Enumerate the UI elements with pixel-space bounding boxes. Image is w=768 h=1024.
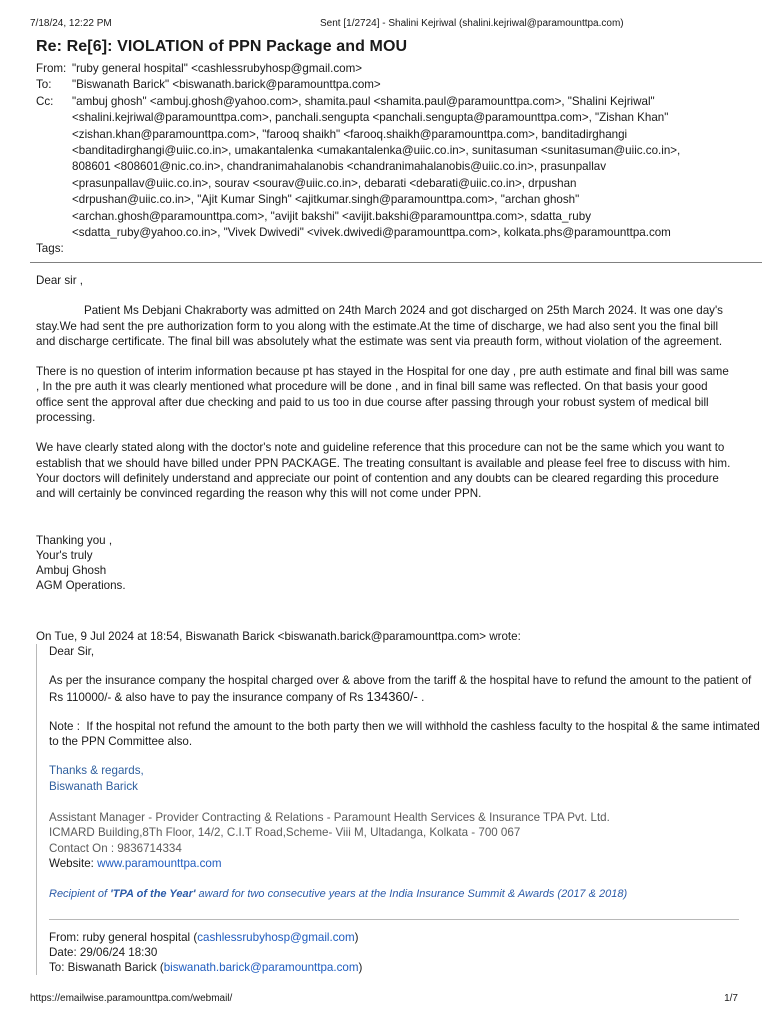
fwd-to-end: ) xyxy=(358,961,363,975)
paragraph-2: There is no question of interim information because pt has stayed in the Hospital for one day , pre auth estimate and final bill was same , In the pre auth it was clearly mentioned what procedure will be done , and in final bill same was reflected. On that basis your good office sent the approval after due checking and paid to us too in due course after passing through your robust system of medical bill processing. xyxy=(36,365,729,425)
cc-label: Cc: xyxy=(36,94,54,108)
note-separator: : xyxy=(73,719,87,733)
award-line xyxy=(49,887,761,902)
fwd-to-email-link[interactable]: biswanath.barick@paramounttpa.com xyxy=(163,961,359,975)
fwd-from-label: From: ruby general hospital ( xyxy=(49,930,198,944)
sign-line: AGM Operations. xyxy=(36,579,126,593)
note-label: Note xyxy=(49,719,74,733)
footer-url: https://emailwise.paramounttpa.com/webmail/ xyxy=(30,993,233,1004)
from-value: "ruby general hospital" <cashlessrubyhosp@gmail.com> xyxy=(72,62,363,75)
signature xyxy=(36,533,734,594)
sig-website-row xyxy=(49,856,761,871)
cc-line: <drpushan@uiic.co.in>, "Ajit Kumar Singh" <ajitkumar.singh@paramounttpa.com>, "archan ghosh" xyxy=(72,193,580,207)
sign-line: Thanking you , xyxy=(36,533,113,547)
award-text-b: award for two consecutive years at the India Insurance Summit & Awards (2017 & 2018) xyxy=(195,888,628,901)
fwd-from-email-link[interactable]: cashlessrubyhosp@gmail.com xyxy=(197,930,355,944)
cc-line: <shalini.kejriwal@paramounttpa.com>, panchali.sengupta <panchali.sengupta@paramounttpa.com>, "Zishan Khan" xyxy=(72,111,669,125)
cc-line: <sdatta_ruby@yahoo.co.in>, "Vivek Dwivedi" <vivek.dwivedi@paramounttpa.com>, kolkata.phs@paramounttpa.com xyxy=(72,226,671,240)
sig-title: Assistant Manager - Provider Contracting & Relations - Paramount Health Services & Insurance TPA Pvt. Ltd. xyxy=(49,811,610,825)
award-title: 'TPA of the Year' xyxy=(110,888,196,901)
tags-label: Tags: xyxy=(36,242,64,256)
quoted-paragraph xyxy=(49,673,761,705)
cc-line: <archan.ghosh@paramounttpa.com>, "avijit bakshi" <avijit.bakshi@paramounttpa.com>, sdatta_ruby xyxy=(72,209,591,223)
from-label: From: xyxy=(36,62,67,75)
fwd-to-label: To: Biswanath Barick ( xyxy=(49,961,164,975)
tags-row xyxy=(36,241,736,257)
email-headers xyxy=(36,61,736,258)
print-footer xyxy=(30,993,738,1004)
website-separator: : xyxy=(90,856,98,870)
fwd-to xyxy=(49,960,761,975)
sign-line: Your's truly xyxy=(36,548,93,562)
quoted-paragraph-end: . xyxy=(417,690,425,704)
cc-line: 808601 <808601@nic.co.in>, chandranimahalanobis <chandranimahalanobis@uiic.co.in>, prasunpallav xyxy=(72,160,607,174)
forwarded-header xyxy=(49,930,761,976)
website-label: Website xyxy=(49,856,91,870)
to-value: "Biswanath Barick" <biswanath.barick@paramounttpa.com> xyxy=(72,78,381,92)
quoted-signoff xyxy=(49,763,761,794)
cc-line: <zishan.khan@paramounttpa.com>, "farooq shaikh" <farooq.shaikh@paramounttpa.com>, banditadirghangi xyxy=(72,127,628,141)
thanks-line: Thanks & regards, xyxy=(49,764,144,778)
to-row xyxy=(36,77,736,93)
quoted-note xyxy=(49,719,761,750)
quoted-message xyxy=(36,644,761,975)
fwd-from xyxy=(49,930,761,945)
award-text-a: Recipient of xyxy=(49,888,111,901)
print-title: Sent [1/2724] - Shalini Kejriwal (shalini.kejriwal@paramounttpa.com) xyxy=(320,18,624,29)
to-label: To: xyxy=(36,78,52,92)
quote-attribution: On Tue, 9 Jul 2024 at 18:54, Biswanath Barick <biswanath.barick@paramounttpa.com> wrote: xyxy=(36,630,521,643)
greeting: Dear sir , xyxy=(36,274,84,287)
quoted-paragraph-text: As per the insurance company the hospital charged over & above from the tariff & the hospital have to refund the amount to the patient of Rs 110000/- & also have to pay the insurance company of Rs xyxy=(49,674,752,704)
refund-amount: 134360/- xyxy=(366,688,418,704)
cc-line: "ambuj ghosh" <ambuj.ghosh@yahoo.com>, shamita.paul <shamita.paul@paramounttpa.com>, "Shalini Kejriwal" xyxy=(72,94,655,108)
fwd-from-end: ) xyxy=(354,930,359,944)
cc-row xyxy=(36,94,736,242)
header-divider xyxy=(30,262,762,263)
website-link[interactable]: www.paramounttpa.com xyxy=(97,856,222,870)
cc-line: <prasunpallav@uiic.co.in>, sourav <sourav@uiic.co.in>, debarati <debarati@uiic.co.in>, drpushan xyxy=(72,176,577,190)
paragraph-3: We have clearly stated along with the doctor's note and guideline reference that this procedure can not be the same which you want to establish that we should have billed under PPN PACKAGE. The treating consultant is available and please feel free to discuss with him. Your doctors will definitely understand and appreciate our point of contention and any doubts can be cleared regarding this procedure and will certainly be convinced regarding the reason why this will not come under PPN. xyxy=(36,441,731,501)
fwd-date: Date: 29/06/24 18:30 xyxy=(49,945,158,959)
quoted-signature xyxy=(49,810,761,871)
sig-address: ICMARD Building,8Th Floor, 14/2, C.I.T Road,Scheme- Viii M, Ultadanga, Kolkata - 700 067 xyxy=(49,826,521,840)
sender-name: Biswanath Barick xyxy=(49,779,138,793)
paragraph-1: Patient Ms Debjani Chakraborty was admitted on 24th March 2024 and got discharged on 25th March 2024. It was one day's stay.We had sent the pre authorization form to you along with the estimate.At the time of discharge, we had also sent you the final bill and discharge certificate. The final bill was absolutely what the estimate was sent via preauth form, without violation of the agreement. xyxy=(36,304,723,348)
from-row xyxy=(36,61,736,77)
sig-contact: Contact On : 9836714334 xyxy=(49,841,182,855)
sign-line: Ambuj Ghosh xyxy=(36,564,107,578)
forwarded-divider xyxy=(49,919,739,920)
cc-line: <banditadirghangi@uiic.co.in>, umakantalenka <umakantalenka@uiic.co.in>, sunitasuman <sunitasuman@uiic.co.in>, xyxy=(72,144,681,158)
note-text: If the hospital not refund the amount to the both party then we will withhold the cashless faculty to the hospital & the same intimated to the PPN Committee also. xyxy=(49,719,760,749)
print-header xyxy=(30,18,738,32)
page-number: 1/7 xyxy=(724,993,738,1004)
cc-value xyxy=(72,94,736,242)
email-body xyxy=(36,273,734,594)
email-subject: Re: Re[6]: VIOLATION of PPN Package and MOU xyxy=(36,38,408,55)
print-timestamp: 7/18/24, 12:22 PM xyxy=(30,18,112,29)
quoted-greeting: Dear Sir, xyxy=(49,645,95,658)
